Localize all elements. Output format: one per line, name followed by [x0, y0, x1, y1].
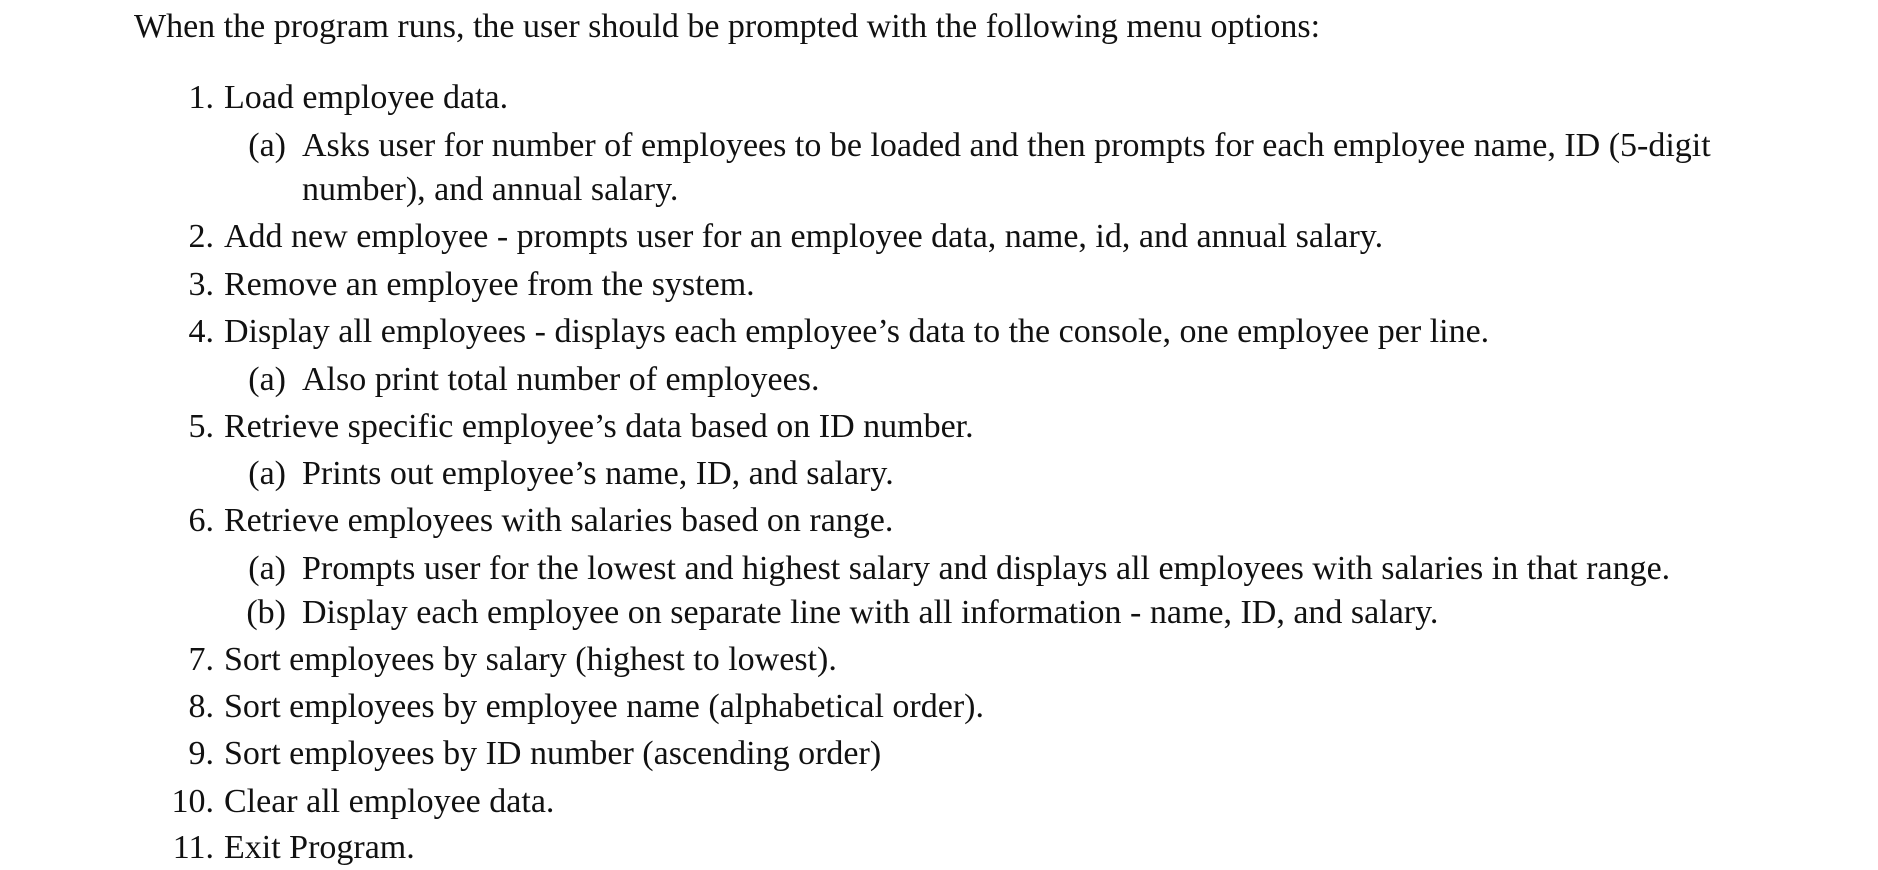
list-item-1-text: Load employee data.: [224, 79, 509, 116]
list-item-4a-text: Also print total number of employees.: [302, 361, 820, 398]
list-item-6a-label: (a): [248, 550, 286, 587]
intro-paragraph: When the program runs, the user should be prompted with the following menu options:: [134, 8, 1321, 45]
list-item-6-text: Retrieve employees with salaries based on range.: [224, 502, 894, 539]
list-item-9-number: 9.: [188, 735, 214, 772]
list-item-2-number: 2.: [188, 218, 214, 255]
list-item-7-number: 7.: [188, 641, 214, 678]
list-item-5-text: Retrieve specific employee’s data based on ID number.: [224, 408, 974, 445]
list-item-1a-line2: number), and annual salary.: [302, 171, 679, 208]
list-item-1-number: 1.: [188, 79, 214, 116]
list-item-1a-label: (a): [248, 127, 286, 164]
list-item-10-number: 10.: [171, 783, 214, 820]
list-item-1a-line1: Asks user for number of employees to be loaded and then prompts for each employee name, ID (5-digit: [302, 127, 1711, 164]
list-item-2-text: Add new employee - prompts user for an employee data, name, id, and annual salary.: [224, 218, 1384, 255]
list-item-3-number: 3.: [188, 266, 214, 303]
list-item-6b-text: Display each employee on separate line with all information - name, ID, and salary.: [302, 594, 1439, 631]
list-item-11-number: 11.: [172, 829, 214, 866]
list-item-7-text: Sort employees by salary (highest to lowest).: [224, 641, 837, 678]
list-item-4a-label: (a): [248, 361, 286, 398]
list-item-6a-text: Prompts user for the lowest and highest salary and displays all employees with salaries in that range.: [302, 550, 1671, 587]
list-item-4-text: Display all employees - displays each employee’s data to the console, one employee per line.: [224, 313, 1490, 350]
list-item-8-number: 8.: [188, 688, 214, 725]
list-item-6b-label: (b): [246, 594, 286, 631]
list-item-11-text: Exit Program.: [224, 829, 415, 866]
list-item-9-text: Sort employees by ID number (ascending order): [224, 735, 882, 772]
list-item-5a-label: (a): [248, 455, 286, 492]
list-item-5-number: 5.: [188, 408, 214, 445]
list-item-8-text: Sort employees by employee name (alphabetical order).: [224, 688, 984, 725]
list-item-10-text: Clear all employee data.: [224, 783, 555, 820]
list-item-3-text: Remove an employee from the system.: [224, 266, 755, 303]
list-item-4-number: 4.: [188, 313, 214, 350]
list-item-5a-text: Prints out employee’s name, ID, and salary.: [302, 455, 894, 492]
list-item-6-number: 6.: [188, 502, 214, 539]
